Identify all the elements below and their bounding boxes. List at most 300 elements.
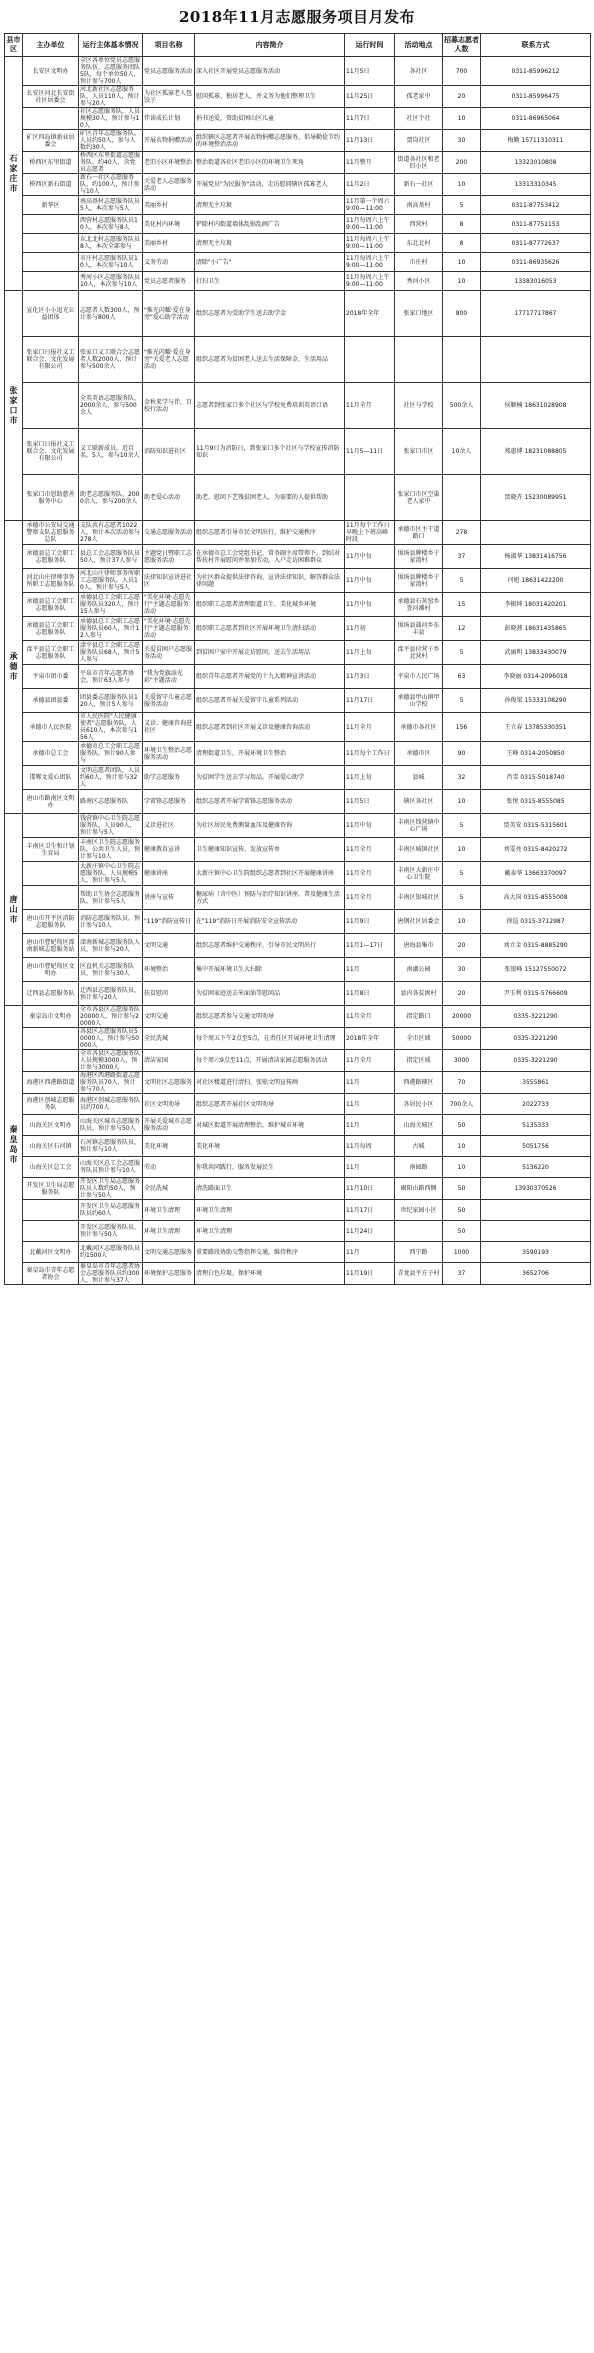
cell-recruit-count: 32 bbox=[443, 766, 481, 790]
cell-operator-info: 丰南区卫生院志愿服务队，公共卫生人员，预计参与10人 bbox=[79, 838, 143, 862]
cell-run-time bbox=[345, 475, 395, 521]
cell-project-name: 全民洗城 bbox=[143, 1028, 195, 1050]
cell-contact: 李晓丽 0314-2096018 bbox=[481, 665, 591, 689]
table-row bbox=[5, 1050, 591, 1072]
cell-description: 组织职工志愿者到社区开展环境卫生清扫活动 bbox=[195, 617, 345, 641]
cell-description: 打扫卫生 bbox=[195, 272, 345, 291]
cell-operator-info: 钱营镇中心卫生院志愿服务队，人员90人，预计参与5人 bbox=[79, 814, 143, 838]
table-row bbox=[5, 641, 591, 665]
cell-operator-info: 全区各单位党员志愿服务队伍、志愿服务团队5队，每个单位50人，预计参与700人 bbox=[79, 57, 143, 86]
cell-organizer: 唐山市曹妃甸区滦南新城志愿服务站 bbox=[23, 934, 79, 958]
cell-description: 组织志愿者到社区开展义诊及健康咨询活动 bbox=[195, 713, 345, 742]
table-row bbox=[5, 1242, 591, 1263]
cell-project-name: 学雷锋志愿服务 bbox=[143, 790, 195, 814]
cell-contact: 梅勤 15711310311 bbox=[481, 130, 591, 152]
cell-description: 糖尿病（含中医）预防与治疗知识讲座，普及健康生活方式 bbox=[195, 886, 345, 910]
cell-operator-info: 滦南新城志愿服务队人员，预计参与20人 bbox=[79, 934, 143, 958]
cell-location: 辖区各社区 bbox=[395, 790, 443, 814]
table-row bbox=[5, 545, 591, 569]
cell-description: 组织志愿者开展社区文明劝导 bbox=[195, 1094, 345, 1115]
cell-operator-info: 迁西县志愿服务队员，预计参与20人 bbox=[79, 982, 143, 1006]
cell-contact: 戴泰华 13663370097 bbox=[481, 862, 591, 886]
cell-location: 承德市各社区 bbox=[395, 713, 443, 742]
cell-organizer: 山海关区石河镇 bbox=[23, 1136, 79, 1157]
column-header: 运行时间 bbox=[345, 34, 395, 57]
cell-operator-info: 文明志愿者团队，人员约60人，预计参与32人 bbox=[79, 766, 143, 790]
cell-recruit-count: 63 bbox=[443, 665, 481, 689]
cell-run-time: 11月5日 bbox=[345, 57, 395, 86]
cell-run-time: 11月 bbox=[345, 1094, 395, 1115]
cell-operator-info: 山海关区城市志愿服务队员，预计参与50人 bbox=[79, 1115, 143, 1136]
cell-organizer: 平泉市团市委 bbox=[23, 665, 79, 689]
cell-description: 每个周六9点至11点，开展清洁家园志愿服务活动 bbox=[195, 1050, 345, 1072]
cell-description: 铲除村内街道墙体乱贴乱画广告 bbox=[195, 215, 345, 234]
cell-run-time: 11月5—11日 bbox=[345, 429, 395, 475]
cell-organizer bbox=[23, 862, 79, 886]
cell-contact: 0311-85996212 bbox=[481, 57, 591, 86]
cell-location: 孤老家中 bbox=[395, 86, 443, 108]
cell-run-time: 11月5日 bbox=[345, 790, 395, 814]
cell-operator-info: 矿区青年志愿服务队，人员约50人，参与人数约30人 bbox=[79, 130, 143, 152]
cell-run-time: 11月全月 bbox=[345, 886, 395, 910]
table-row bbox=[5, 886, 591, 910]
table-row bbox=[5, 174, 591, 196]
cell-recruit-count: 50000 bbox=[443, 1028, 481, 1050]
table-row bbox=[5, 253, 591, 272]
table-row bbox=[5, 1178, 591, 1200]
cell-contact: 刘立金 0315-8885290 bbox=[481, 934, 591, 958]
cell-project-name: 扶贫慰问 bbox=[143, 982, 195, 1006]
cell-project-name: 健康教育宣讲 bbox=[143, 838, 195, 862]
cell-run-time: 11月 bbox=[345, 1115, 395, 1136]
cell-project-name: 文明交通 bbox=[143, 1006, 195, 1028]
region-cell bbox=[5, 814, 23, 1006]
cell-description: 每个周五下午2点至5点，在责任区开展环境卫生清理 bbox=[195, 1028, 345, 1050]
table-row bbox=[5, 1115, 591, 1136]
cell-run-time: 11月 bbox=[345, 1072, 395, 1094]
cell-run-time: 11月全月 bbox=[345, 1050, 395, 1072]
cell-operator-info: 志愿者人数300人，预计参与800人 bbox=[79, 291, 143, 337]
cell-operator-info: 各县区志愿服务队员50000人，预计参与50000人 bbox=[79, 1028, 143, 1050]
cell-contact bbox=[481, 521, 591, 545]
table-row bbox=[5, 234, 591, 253]
cell-location: 南湖公园 bbox=[395, 958, 443, 982]
table-row bbox=[5, 910, 591, 934]
cell-run-time: 11月每周 bbox=[345, 1136, 395, 1157]
cell-operator-info: 平泉市青年志愿者协会，预计63人参与 bbox=[79, 665, 143, 689]
cell-project-name: 关爱老人志愿服务活动 bbox=[143, 174, 195, 196]
cell-contact: 13383016053 bbox=[481, 272, 591, 291]
cell-recruit-count: 5 bbox=[443, 886, 481, 910]
cell-description: 组织志愿者维护交通秩序，引导市民文明出行 bbox=[195, 934, 345, 958]
cell-organizer: 承德县总工会职工志愿服务队 bbox=[23, 545, 79, 569]
cell-organizer: 承德市人民医院 bbox=[23, 713, 79, 742]
cell-description: 大新庄镇中心卫生院组织志愿者到社区开展健康讲座 bbox=[195, 862, 345, 886]
cell-project-name: 环境卫生清理 bbox=[143, 1200, 195, 1221]
cell-location: 县内各贫困村 bbox=[395, 982, 443, 1006]
cell-location: 指定路口 bbox=[395, 1006, 443, 1028]
cell-recruit-count: 1000 bbox=[443, 1242, 481, 1263]
cell-project-name: 环境保护志愿服务 bbox=[143, 1263, 195, 1285]
cell-project-name: 义务劳动 bbox=[143, 253, 195, 272]
cell-project-name: 美化环境 bbox=[143, 1136, 195, 1157]
cell-location: 西港路辖区 bbox=[395, 1072, 443, 1094]
cell-organizer bbox=[23, 253, 79, 272]
cell-run-time bbox=[345, 337, 395, 383]
cell-organizer bbox=[23, 272, 79, 291]
cell-run-time: 11月第一个周六9:00—11:00 bbox=[345, 196, 395, 215]
cell-operator-info: 帮助卫生协会志愿服务队，预计参与5人 bbox=[79, 886, 143, 910]
cell-project-name: 义诊、健康咨询进社区 bbox=[143, 713, 195, 742]
table-row bbox=[5, 215, 591, 234]
cell-organizer bbox=[23, 814, 79, 838]
cell-location: 碣阳山路西侧 bbox=[395, 1178, 443, 1200]
cell-project-name: 文明社区志愿服务 bbox=[143, 1072, 195, 1094]
cell-location: 社区个社 bbox=[395, 108, 443, 130]
cell-recruit-count: 12 bbox=[443, 617, 481, 641]
cell-recruit-count: 278 bbox=[443, 521, 481, 545]
cell-location: 西宁路 bbox=[395, 1242, 443, 1263]
cell-location: 平泉市人民广场 bbox=[395, 665, 443, 689]
cell-project-name: 交通志愿服务活动 bbox=[143, 521, 195, 545]
cell-location: 丰南区钱营镇中心广场 bbox=[395, 814, 443, 838]
cell-organizer: 山海关区总工会 bbox=[23, 1157, 79, 1178]
cell-run-time: 11月3日 bbox=[345, 665, 395, 689]
cell-organizer: 张家口日报社义工联合会、文化发展有限公司 bbox=[23, 337, 79, 383]
cell-location: 南园路 bbox=[395, 1157, 443, 1178]
cell-project-name: 党员志愿服务活动 bbox=[143, 57, 195, 86]
cell-recruit-count: 10 bbox=[443, 1136, 481, 1157]
cell-operator-info: 山海关区总工会志愿服务队员预计参与10人 bbox=[79, 1157, 143, 1178]
region-cell bbox=[5, 57, 23, 291]
cell-project-name: 义诊进社区 bbox=[143, 814, 195, 838]
cell-description: 组织青年志愿者开展党的十九大精神宣讲活动 bbox=[195, 665, 345, 689]
cell-recruit-count: 90 bbox=[443, 742, 481, 766]
cell-run-time: 11月全月 bbox=[345, 713, 395, 742]
cell-recruit-count bbox=[443, 475, 481, 521]
cell-description: 清理白色垃圾，保护环境 bbox=[195, 1263, 345, 1285]
cell-operator-info: 承德县总工会职工志愿服务队员320人，预计15人参与 bbox=[79, 593, 143, 617]
cell-organizer bbox=[23, 234, 79, 253]
cell-recruit-count: 700余人 bbox=[443, 1094, 481, 1115]
cell-description: 到贫困户家中开展走访慰问，送去生活用品 bbox=[195, 641, 345, 665]
cell-location: 全市区域 bbox=[395, 1028, 443, 1050]
cell-operator-info: 北戴河区志愿服务队员约1500人 bbox=[79, 1242, 143, 1263]
cell-description: 集中开展环境卫生大扫除 bbox=[195, 958, 345, 982]
cell-run-time: 11月2日 bbox=[345, 174, 395, 196]
cell-organizer bbox=[23, 215, 79, 234]
cell-recruit-count: 5 bbox=[443, 862, 481, 886]
cell-organizer: 海港区西港路街道 bbox=[23, 1072, 79, 1094]
cell-run-time: 11月中旬 bbox=[345, 569, 395, 593]
table-row bbox=[5, 130, 591, 152]
cell-project-name: 文明交通 bbox=[143, 934, 195, 958]
column-header: 项目名称 bbox=[143, 34, 195, 57]
table-row bbox=[5, 291, 591, 337]
cell-organizer bbox=[23, 1200, 79, 1221]
cell-contact: 李振坤 18031420201 bbox=[481, 593, 591, 617]
cell-recruit-count: 50 bbox=[443, 1221, 481, 1242]
cell-contact: 刘雯亮 0315-8420272 bbox=[481, 838, 591, 862]
cell-organizer: 秦皇岛市文明办 bbox=[23, 1006, 79, 1028]
cell-operator-info: 张家口义工联合会志愿者人数2000人，预计参与500余人 bbox=[79, 337, 143, 383]
cell-organizer bbox=[23, 108, 79, 130]
cell-contact: 0311-87751153 bbox=[481, 215, 591, 234]
column-header: 运行主体基本情况 bbox=[79, 34, 143, 57]
cell-description: 卫生健康知识宣传，发放宣传单 bbox=[195, 838, 345, 862]
cell-operator-info: 海港区西港路街道志愿服务队员70人，预计参与70人 bbox=[79, 1072, 143, 1094]
cell-project-name: 主题党日暨职工志愿服务活动 bbox=[143, 545, 195, 569]
cell-recruit-count: 10 bbox=[443, 790, 481, 814]
cell-description: 环境卫生清理 bbox=[195, 1200, 345, 1221]
table-row bbox=[5, 593, 591, 617]
region-cell bbox=[5, 521, 23, 814]
header-row bbox=[5, 34, 591, 57]
cell-project-name: 法律知识宣讲进社区 bbox=[143, 569, 195, 593]
table-row bbox=[5, 1221, 591, 1242]
cell-recruit-count: 200 bbox=[443, 152, 481, 174]
cell-description: 组织辖区志愿者开展衣物捐赠志愿服务，倡导勤俭节约的环境整治活动 bbox=[195, 130, 345, 152]
cell-contact: 郑惠博 18231088805 bbox=[481, 429, 591, 475]
cell-contact: 尹玉利 0315-5766609 bbox=[481, 982, 591, 1006]
table-row bbox=[5, 196, 591, 215]
cell-organizer: 开发区卫生局志愿服务队 bbox=[23, 1178, 79, 1200]
cell-project-name: 伴读成长计划 bbox=[143, 108, 195, 130]
cell-description: 清除"小广告" bbox=[195, 253, 345, 272]
cell-run-time: 11月10日 bbox=[345, 1178, 395, 1200]
cell-location: 山海关城区 bbox=[395, 1115, 443, 1136]
cell-run-time: 11月全月 bbox=[345, 1006, 395, 1028]
table-row bbox=[5, 1200, 591, 1221]
cell-operator-info: 河北新社区志愿服务队，人员110人，预计参与20人 bbox=[79, 86, 143, 108]
cell-contact: 0311-87753412 bbox=[481, 196, 591, 215]
cell-run-time: 11月上旬 bbox=[345, 766, 395, 790]
table-row bbox=[5, 617, 591, 641]
cell-recruit-count: 5 bbox=[443, 814, 481, 838]
cell-contact: 0311-87772637 bbox=[481, 234, 591, 253]
region-cell bbox=[5, 1006, 23, 1285]
cell-recruit-count: 800 bbox=[443, 291, 481, 337]
table-row bbox=[5, 982, 591, 1006]
region-cell bbox=[5, 291, 23, 521]
table-row bbox=[5, 1157, 591, 1178]
region-name: 秦皇岛市 bbox=[9, 1125, 18, 1164]
cell-contact bbox=[481, 1221, 591, 1242]
cell-project-name: 环境卫生清理 bbox=[143, 1221, 195, 1242]
cell-description: 组织志愿者引导市民文明出行，维护交通秩序 bbox=[195, 521, 345, 545]
cell-contact: 5136220 bbox=[481, 1157, 591, 1178]
cell-description: 为贫困家庭送去米面油等慰问品 bbox=[195, 982, 345, 1006]
cell-run-time: 11月每周六上午9:00—11:00 bbox=[345, 272, 395, 291]
cell-contact: 0311-86935626 bbox=[481, 253, 591, 272]
cell-operator-info: 支队共有志愿者1022人，预计本次活动参与278人 bbox=[79, 521, 143, 545]
cell-operator-info: 承德县总工会职工志愿服务队员60人，预计12人参与 bbox=[79, 617, 143, 641]
cell-operator-info: 全市各县区志愿服务队人员规模3000人，预计参与3000人 bbox=[79, 1050, 143, 1072]
cell-operator-info: 石河镇志愿服务队员，预计参与10人 bbox=[79, 1136, 143, 1157]
cell-contact: 13313310345 bbox=[481, 174, 591, 196]
column-header: 内容简介 bbox=[195, 34, 345, 57]
cell-operator-info: 市庄村志愿服务队员10人，本次参与10人 bbox=[79, 253, 143, 272]
cell-contact: 徐巡 0315-3712987 bbox=[481, 910, 591, 934]
cell-location: 滦平县付营子乡北营村 bbox=[395, 641, 443, 665]
table-row bbox=[5, 814, 591, 838]
cell-recruit-count: 10 bbox=[443, 838, 481, 862]
cell-location: 街道各社区和老旧小区 bbox=[395, 152, 443, 174]
cell-recruit-count: 10 bbox=[443, 253, 481, 272]
cell-recruit-count: 5 bbox=[443, 569, 481, 593]
cell-description: 慰问孤寡、独居老人，并义务为他们整理卫生 bbox=[195, 86, 345, 108]
cell-location: 市庄村 bbox=[395, 253, 443, 272]
cell-location: 唐海县集市 bbox=[395, 934, 443, 958]
cell-location: 围场县牌楼乡于家湾村 bbox=[395, 545, 443, 569]
region-name: 承德市 bbox=[9, 652, 18, 681]
cell-organizer: 矿区四岛镇新业居委会 bbox=[23, 130, 79, 152]
cell-organizer: 承德县总工会职工志愿服务队 bbox=[23, 593, 79, 617]
cell-organizer bbox=[23, 1028, 79, 1050]
cell-project-name: "美化环境·志愿先行"主题志愿服务活动 bbox=[143, 617, 195, 641]
cell-description: 对社区楼道进行清扫，张贴文明宣传画 bbox=[195, 1072, 345, 1094]
cell-project-name: 环境整治 bbox=[143, 958, 195, 982]
region-name: 石家庄市 bbox=[9, 153, 18, 193]
table-row bbox=[5, 1028, 591, 1050]
cell-project-name: 党员志愿者服务 bbox=[143, 272, 195, 291]
cell-project-name: 美丽乡村 bbox=[143, 234, 195, 253]
table-row bbox=[5, 337, 591, 383]
cell-description: 志愿者到张家口多个社区与学校免费培训英语口语 bbox=[195, 383, 345, 429]
table-row bbox=[5, 1136, 591, 1157]
cell-recruit-count: 20 bbox=[443, 86, 481, 108]
cell-project-name: 讲座与宣传 bbox=[143, 886, 195, 910]
cell-operator-info: 义工联新成员，近百名，5人，参与10余人 bbox=[79, 429, 143, 475]
cell-run-time: 11月全月 bbox=[345, 838, 395, 862]
cell-operator-info: 团县委志愿服务队员120人，预计5人参与 bbox=[79, 689, 143, 713]
cell-location: 围场县蒲河乡东丰县 bbox=[395, 617, 443, 641]
cell-recruit-count: 8 bbox=[443, 215, 481, 234]
cell-operator-info: 东北北村志愿服务队员8人，本次全部参与 bbox=[79, 234, 143, 253]
table-row bbox=[5, 742, 591, 766]
table-row bbox=[5, 713, 591, 742]
cell-run-time: 11月17日 bbox=[345, 689, 395, 713]
cell-location: 唐钢社区居委会 bbox=[395, 910, 443, 934]
table-row bbox=[5, 689, 591, 713]
cell-run-time: 11月全月 bbox=[345, 383, 395, 429]
cell-description: 清理无主垃圾 bbox=[195, 196, 345, 215]
cell-project-name: 开展关爱城市志愿服务活动 bbox=[143, 1115, 195, 1136]
cell-recruit-count: 5 bbox=[443, 689, 481, 713]
cell-run-time: 11月17日 bbox=[345, 1200, 395, 1221]
cell-description: 在承德市总工会党组书记、常务副主席带领下，到结对帮扶村开展慰问并参加劳动，入户走访困难群众 bbox=[195, 545, 345, 569]
cell-contact: 贾英安 0315-5315601 bbox=[481, 814, 591, 838]
cell-run-time: 11月19日 bbox=[345, 1263, 395, 1285]
cell-organizer: 河北山庄律师事务所职工志愿服务队 bbox=[23, 569, 79, 593]
cell-operator-info: 南高基村志愿服务队员5人，本次参与5人 bbox=[79, 196, 143, 215]
cell-description: 清理街道卫生，开展环境卫生整治 bbox=[195, 742, 345, 766]
cell-recruit-count: 10 bbox=[443, 174, 481, 196]
cell-location: 丰南区大新庄中心卫生院 bbox=[395, 862, 443, 886]
cell-recruit-count: 700 bbox=[443, 57, 481, 86]
cell-organizer: 山海关区文明办 bbox=[23, 1115, 79, 1136]
table-row bbox=[5, 958, 591, 982]
cell-recruit-count: 500余人 bbox=[443, 383, 481, 429]
cell-recruit-count: 37 bbox=[443, 545, 481, 569]
cell-recruit-count: 20 bbox=[443, 982, 481, 1006]
cell-description: 组织志愿者参与交通文明劝导 bbox=[195, 1006, 345, 1028]
cell-location: 承德市区 bbox=[395, 742, 443, 766]
region-name: 唐山市 bbox=[9, 894, 18, 924]
cell-description: 开展党员"为民服务"活动，走访慰问辖区孤寡老人 bbox=[195, 174, 345, 196]
cell-organizer: 承德市总工会 bbox=[23, 742, 79, 766]
cell-description: 组织志愿者为受助学生送去助学金 bbox=[195, 291, 345, 337]
cell-location: 东北北村 bbox=[395, 234, 443, 253]
cell-recruit-count: 70 bbox=[443, 1072, 481, 1094]
cell-recruit-count: 3000 bbox=[443, 1050, 481, 1072]
cell-organizer: 滦平县总工会职工志愿服务队 bbox=[23, 641, 79, 665]
cell-run-time: 11月 bbox=[345, 1242, 395, 1263]
cell-run-time: 11月1—17日 bbox=[345, 934, 395, 958]
cell-organizer: 北戴河区文明办 bbox=[23, 1242, 79, 1263]
cell-run-time: 11月每个工作日早晚上下班高峰时段 bbox=[345, 521, 395, 545]
table-row bbox=[5, 57, 591, 86]
cell-operator-info: 全市各县区志愿服务队20000人，预计参与20000人 bbox=[79, 1006, 143, 1028]
cell-run-time: 11月9日 bbox=[345, 910, 395, 934]
cell-recruit-count: 37 bbox=[443, 1263, 481, 1285]
table-row bbox=[5, 766, 591, 790]
table-row bbox=[5, 1263, 591, 1285]
cell-project-name: 劳动 bbox=[143, 1157, 195, 1178]
cell-description: 为贫困学生送去学习用品，开展爱心助学 bbox=[195, 766, 345, 790]
cell-operator-info: 承德市总工会职工志愿服务队，预计90人参与 bbox=[79, 742, 143, 766]
cell-operator-info: 桥西区东里街道志愿服务队，约40人，含党员志愿者 bbox=[79, 152, 143, 174]
cell-run-time: 11月中旬 bbox=[345, 814, 395, 838]
cell-description: 捐书送爱，资助贫困山区儿童 bbox=[195, 108, 345, 130]
cell-recruit-count: 20 bbox=[443, 934, 481, 958]
cell-contact: 13323010808 bbox=[481, 152, 591, 174]
cell-location bbox=[395, 1221, 443, 1242]
table-row bbox=[5, 934, 591, 958]
table-row bbox=[5, 1094, 591, 1115]
cell-project-name: "推光闪耀·爱在身旁"关爱老人志愿活动 bbox=[143, 337, 195, 383]
cell-description: 11月9日为消防日，到张家口多个社区与学校宣传消防知识 bbox=[195, 429, 345, 475]
table-row bbox=[5, 838, 591, 862]
cell-project-name: 助学志愿服务 bbox=[143, 766, 195, 790]
cell-recruit-count: 5 bbox=[443, 641, 481, 665]
cell-run-time: 11月中旬 bbox=[345, 593, 395, 617]
cell-contact: 闫旭 18631422200 bbox=[481, 569, 591, 593]
cell-run-time: 11月 bbox=[345, 958, 395, 982]
cell-organizer: 唐山市曹妃甸区文明办 bbox=[23, 958, 79, 982]
cell-contact: 高大国 0315-8555008 bbox=[481, 886, 591, 910]
cell-operator-info: 海港区创城志愿服务队员约700人 bbox=[79, 1094, 143, 1115]
cell-description: 组织志愿者开展关爱留守儿童系列活动 bbox=[195, 689, 345, 713]
cell-run-time: 11月每个工作日 bbox=[345, 742, 395, 766]
cell-project-name: 健康讲座 bbox=[143, 862, 195, 886]
cell-location: 张家口市区 bbox=[395, 429, 443, 475]
cell-organizer: 丰南区卫生和计划生育局 bbox=[23, 838, 79, 862]
cell-organizer: 唐山市路南区文明办 bbox=[23, 790, 79, 814]
cell-recruit-count: 50 bbox=[443, 1178, 481, 1200]
cell-description: 组织志愿者开展学雷锋志愿服务活动 bbox=[195, 790, 345, 814]
table-body bbox=[5, 57, 591, 1285]
table-row bbox=[5, 1072, 591, 1094]
cell-project-name: 助老爱心活动 bbox=[143, 475, 195, 521]
cell-run-time: 11月13日 bbox=[345, 130, 395, 152]
table-row bbox=[5, 475, 591, 521]
table-row bbox=[5, 790, 591, 814]
table-row bbox=[5, 272, 591, 291]
cell-run-time: 11月8日 bbox=[345, 982, 395, 1006]
cell-contact: 2022733 bbox=[481, 1094, 591, 1115]
cell-location: 贾岗社区 bbox=[395, 130, 443, 152]
